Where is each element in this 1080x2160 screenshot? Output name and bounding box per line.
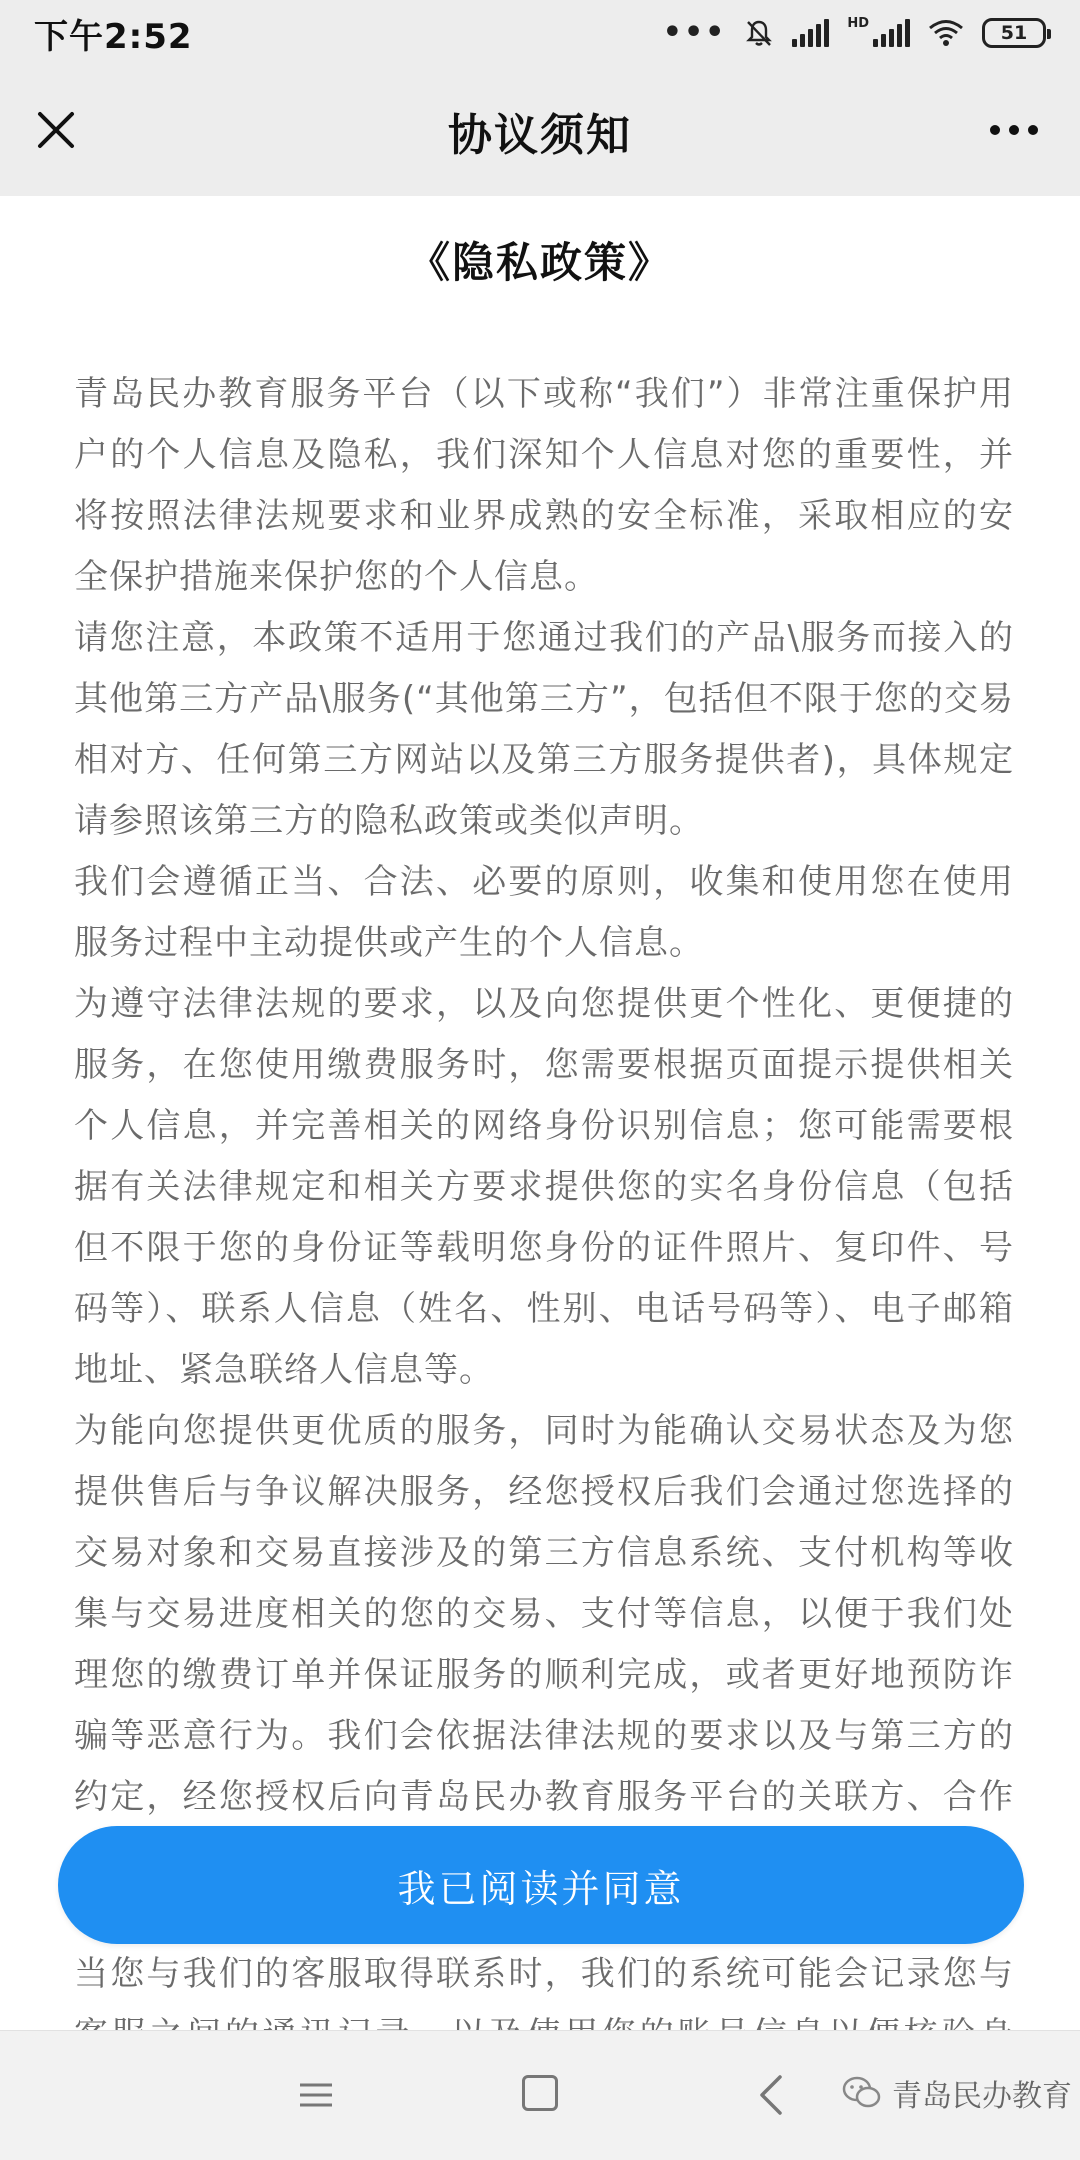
hd-label: HD (847, 15, 869, 31)
paragraph: 青岛民办教育服务平台（以下或称“我们”）非常注重保护用户的个人信息及隐私，我们深知个人信息对您的重要性，并将按照法律法规要求和业界成熟的安全标准，采取相应的安全保护措施来保护您的个人信息。 (74, 374, 1014, 597)
back-icon[interactable] (752, 2071, 792, 2119)
mute-bell-icon (744, 18, 774, 48)
document-title: 《隐私政策》 (407, 238, 672, 287)
close-button[interactable] (28, 102, 84, 158)
more-icon (990, 125, 1000, 135)
more-button[interactable] (984, 110, 1044, 150)
paragraph-trailing: 当您与我们的客服取得联系时，我们的系统可能会记录您与 (74, 1954, 1014, 1994)
paragraph: 我们会遵循正当、合法、必要的原则，收集和使用您在使用服务过程中主动提供或产生的个人信息。 (74, 862, 1014, 963)
battery-level: 51 (1000, 22, 1028, 44)
status-time: 下午2:52 (34, 16, 193, 57)
paragraph: 为能向您提供更优质的服务，同时为能确认交易状态及为您提供售后与争议解决服务，经您授权后我们会通过您选择的交易对象和交易直接涉及的第三方信息系统、支付机构等收集与交易进度相关的您的交易、支付等信息，以便于我们处理您的缴费订单并保证服务的顺利完成，或者更好地预防诈骗等恶意行为。我们会依据法律法规的要求以及与第三方的约定，经您授权后向青岛民办教育服务平台的关联方、合作 (74, 1411, 1014, 1817)
paragraph: 为遵守法律法规的要求，以及向您提供更个性化、更便捷的服务，在您使用缴费服务时，您需要根据页面提示提供相关个人信息，并完善相关的网络身份识别信息；您可能需要根据有关法律规定和相关方要求提供您的实名身份信息（包括但不限于您的身份证等载明您身份的证件照片、复印件、号码等）、联系人信息（姓名、性别、电话号码等）、电子邮箱地址、紧急联络人信息等。 (74, 984, 1014, 1390)
wifi-icon (928, 19, 964, 47)
notification-dots-icon: ••• (662, 15, 727, 50)
page-title: 协议须知 (448, 110, 632, 161)
wechat-icon (842, 2075, 882, 2111)
paragraph-list (74, 364, 1014, 1889)
home-icon[interactable] (522, 2075, 558, 2111)
signal-icon (792, 19, 829, 47)
wechat-watermark (842, 2071, 1072, 2115)
menu-icon[interactable] (296, 2075, 336, 2115)
close-icon (36, 110, 76, 150)
status-bar (0, 0, 1080, 66)
title-bar (0, 66, 1080, 196)
status-icons (662, 15, 1046, 50)
agree-button[interactable]: 我已阅读并同意 (58, 1826, 1024, 1944)
hd-signal-icon (873, 19, 910, 47)
watermark-text: 青岛民办教育 (892, 2079, 1072, 2114)
agreement-content[interactable] (0, 196, 1080, 2030)
battery-icon (982, 18, 1046, 48)
system-nav-bar (0, 2030, 1080, 2160)
paragraph: 请您注意，本政策不适用于您通过我们的产品\服务而接入的其他第三方产品\服务(“其他第三方”，包括但不限于您的交易相对方、任何第三方网站以及第三方服务提供者)，具体规定请参照该第三方的隐私政策或类似声明。 (74, 618, 1014, 841)
